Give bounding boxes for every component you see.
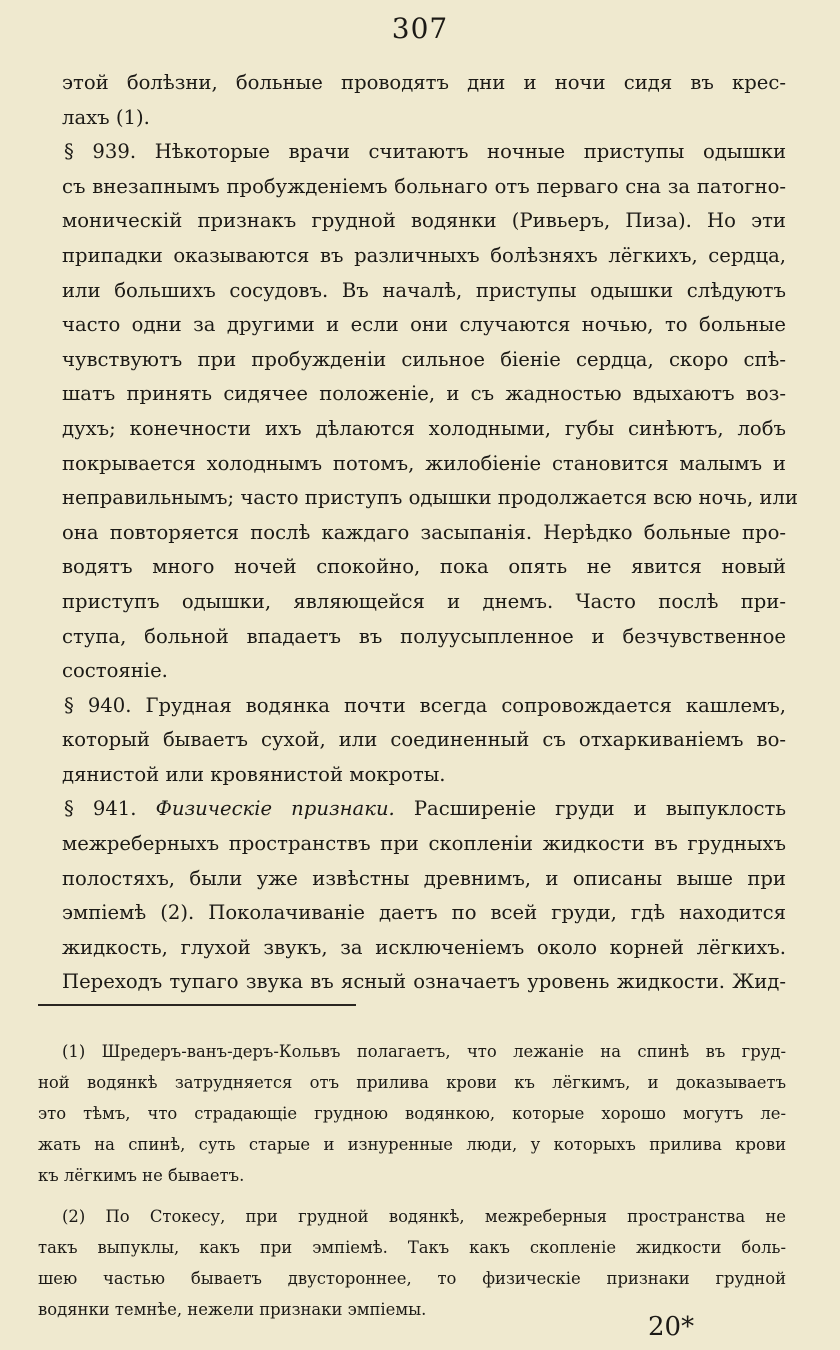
text-line: или большихъ сосудовъ. Въ началѣ, приступы одышки слѣдуютъ	[62, 278, 786, 302]
section-940-heading-line: § 940. Грудная водянка почти всегда сопровождается кашлемъ,	[64, 693, 786, 717]
footnote-line: водянки темнѣе, нежели признаки эмпіемы.	[38, 1300, 427, 1319]
text-line: жидкость, глухой звукъ, за исключеніемъ около корней лёгкихъ.	[62, 935, 786, 959]
text-line: часто одни за другими и если они случаются ночью, то больные	[62, 313, 786, 337]
footnote-line: къ лёгкимъ не бываетъ.	[38, 1166, 245, 1185]
footnote-line: ной водянкѣ затрудняется отъ прилива крови къ лёгкимъ, и доказываетъ	[38, 1073, 786, 1092]
text-line: шатъ принять сидячее положеніе, и съ жадностью вдыхаютъ воз-	[62, 382, 786, 406]
text-line: состояніе.	[62, 659, 168, 683]
text-line: водятъ много ночей спокойно, пока опять не явится новый	[62, 555, 786, 579]
text-line: чувствуютъ при пробужденіи сильное біеніе сердца, скоро спѣ-	[62, 347, 786, 371]
text-line: межреберныхъ пространствъ при скопленіи жидкости въ грудныхъ	[62, 832, 786, 856]
text-line: неправильнымъ; часто приступъ одышки продолжается всю ночь, или	[62, 486, 798, 510]
signature-mark: 20*	[648, 1312, 695, 1342]
text-line: лахъ (1).	[62, 105, 150, 129]
text-line: этой болѣзни, больные проводятъ дни и ночи сидя въ крес-	[62, 71, 786, 94]
text-line: дянистой или кровянистой мокроты.	[62, 762, 446, 786]
body-text	[62, 66, 798, 1000]
section-941-italic-phrase: Физическіе признаки.	[155, 797, 395, 821]
footnote-divider	[38, 1004, 356, 1006]
text-line: съ внезапнымъ пробужденіемъ больнаго отъ перваго сна за патогно-	[62, 174, 786, 198]
section-941-heading-line: § 941. Физическіе признаки. Расширеніе груди и выпуклость	[64, 797, 786, 821]
text-line: покрывается холоднымъ потомъ, жилобіеніе становится малымъ и	[62, 451, 786, 475]
footnote-line: такъ выпуклы, какъ при эмпіемѣ. Такъ какъ скопленіе жидкости боль-	[38, 1238, 786, 1257]
text-line: Переходъ тупаго звука въ ясный означаетъ уровень жидкости. Жид-	[62, 970, 786, 994]
text-line: духъ; конечности ихъ дѣлаются холодными, губы синѣютъ, лобъ	[62, 416, 786, 440]
footnote-line: шею частью бываетъ двустороннее, то физическіе признаки грудной	[38, 1269, 786, 1288]
footnote-1	[38, 1036, 786, 1191]
text-line: полостяхъ, были уже извѣстны древнимъ, и описаны выше при	[62, 866, 786, 890]
text-line: припадки оказываются въ различныхъ болѣзняхъ лёгкихъ, сердца,	[62, 243, 786, 267]
footnotes	[38, 1036, 786, 1335]
text-line: она повторяется послѣ каждаго засыпанія. Нерѣдко больные про-	[62, 520, 786, 544]
footnote-line: (1) Шредеръ-ванъ-деръ-Кольвъ полагаетъ, что лежаніе на спинѣ въ груд-	[62, 1042, 786, 1061]
footnote-line: жать на спинѣ, суть старые и изнуренные люди, у которыхъ прилива крови	[38, 1135, 786, 1154]
text-line: эмпіемѣ (2). Поколачиваніе даетъ по всей груди, гдѣ находится	[62, 901, 786, 925]
text-line: приступъ одышки, являющейся и днемъ. Часто послѣ при-	[62, 589, 786, 613]
text-line: который бываетъ сухой, или соединенный съ отхаркиваніемъ во-	[62, 728, 786, 752]
footnote-line: (2) По Стокесу, при грудной водянкѣ, межреберныя пространства не	[62, 1207, 786, 1226]
footnote-line: это тѣмъ, что страдающіе грудною водянкою, которые хорошо могутъ ле-	[38, 1104, 786, 1123]
footnote-2	[38, 1201, 786, 1325]
section-939-heading-line: § 939. Нѣкоторые врачи считаютъ ночные приступы одышки	[64, 140, 786, 164]
text-line: моническій признакъ грудной водянки (Ривьеръ, Пиза). Но эти	[62, 209, 786, 233]
text-line: ступа, больной впадаетъ въ полуусыпленное и безчувственное	[62, 624, 786, 648]
page-number: 307	[391, 12, 449, 45]
